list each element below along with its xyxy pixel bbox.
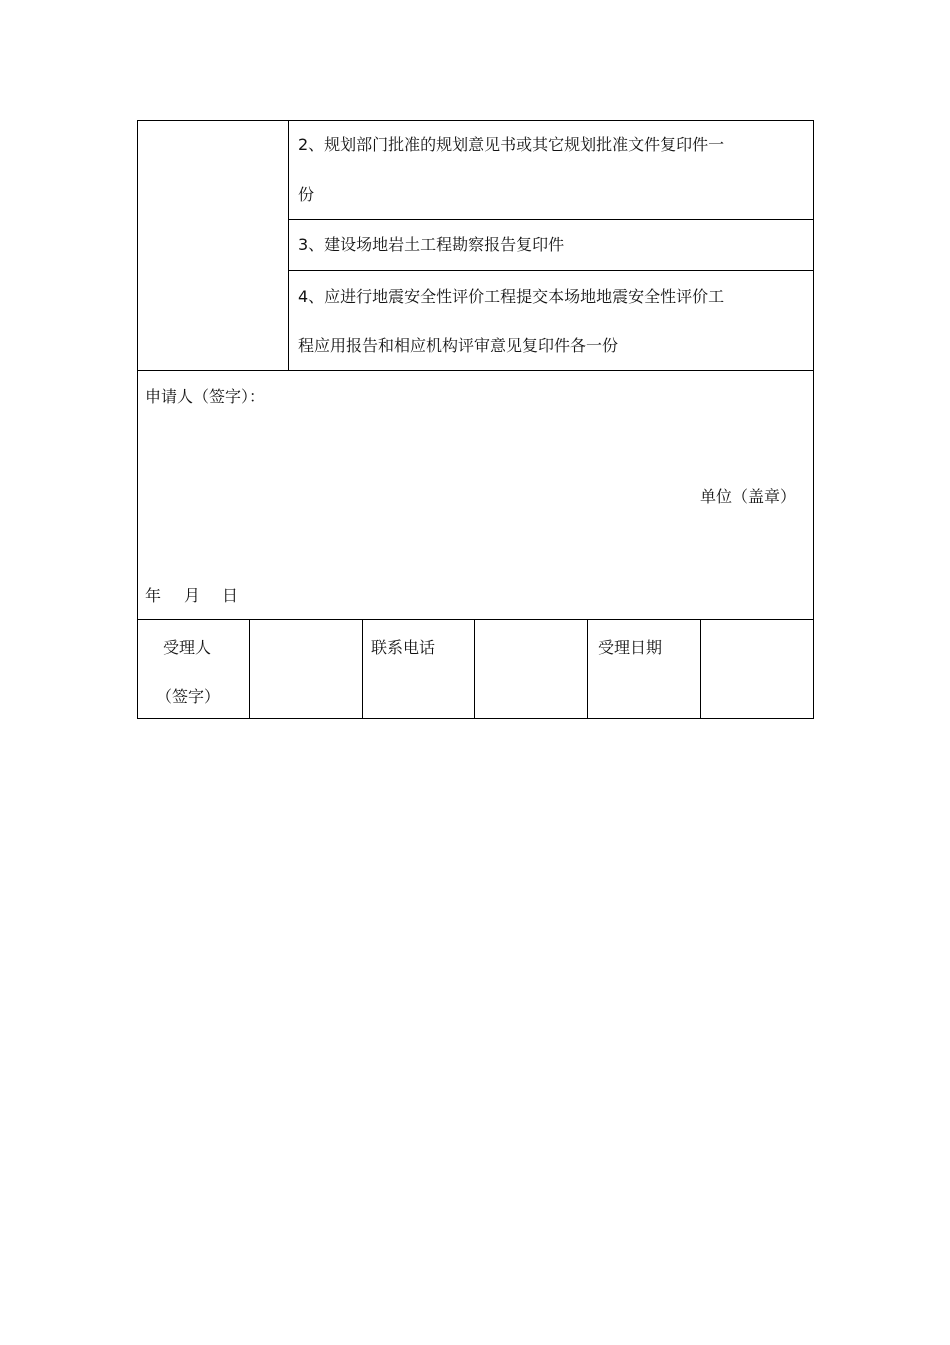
receiver-label-line-2: （签字） xyxy=(156,687,221,706)
accept-date-label: 受理日期 xyxy=(598,638,663,657)
phone-label-cell xyxy=(362,619,475,719)
unit-seal-label: 单位（盖章） xyxy=(700,487,797,506)
applicant-signature-label: 申请人（签字）： xyxy=(145,387,266,406)
material-item-2-line-2: 份 xyxy=(298,185,315,204)
material-item-3-text: 3、建设场地岩土工程勘察报告复印件 xyxy=(298,235,565,254)
date-month-label: 月 xyxy=(184,586,201,605)
material-item-4-line-1: 4、应进行地震安全性评价工程提交本场地地震安全性评价工 xyxy=(298,287,725,306)
material-item-2-line-1: 2、规划部门批准的规划意见书或其它规划批准文件复印件一 xyxy=(298,135,725,154)
phone-value-cell xyxy=(474,619,588,719)
date-day-label: 日 xyxy=(222,586,239,605)
material-item-4-line-2: 程应用报告和相应机构评审意见复印件各一份 xyxy=(298,336,619,355)
materials-left-cell xyxy=(137,120,289,371)
date-year-label: 年 xyxy=(145,586,162,605)
accept-date-label-cell xyxy=(587,619,701,719)
accept-date-value-cell xyxy=(700,619,814,719)
receiver-label-line-1: 受理人 xyxy=(163,638,212,657)
receiver-value-cell xyxy=(249,619,363,719)
phone-label: 联系电话 xyxy=(371,638,436,657)
